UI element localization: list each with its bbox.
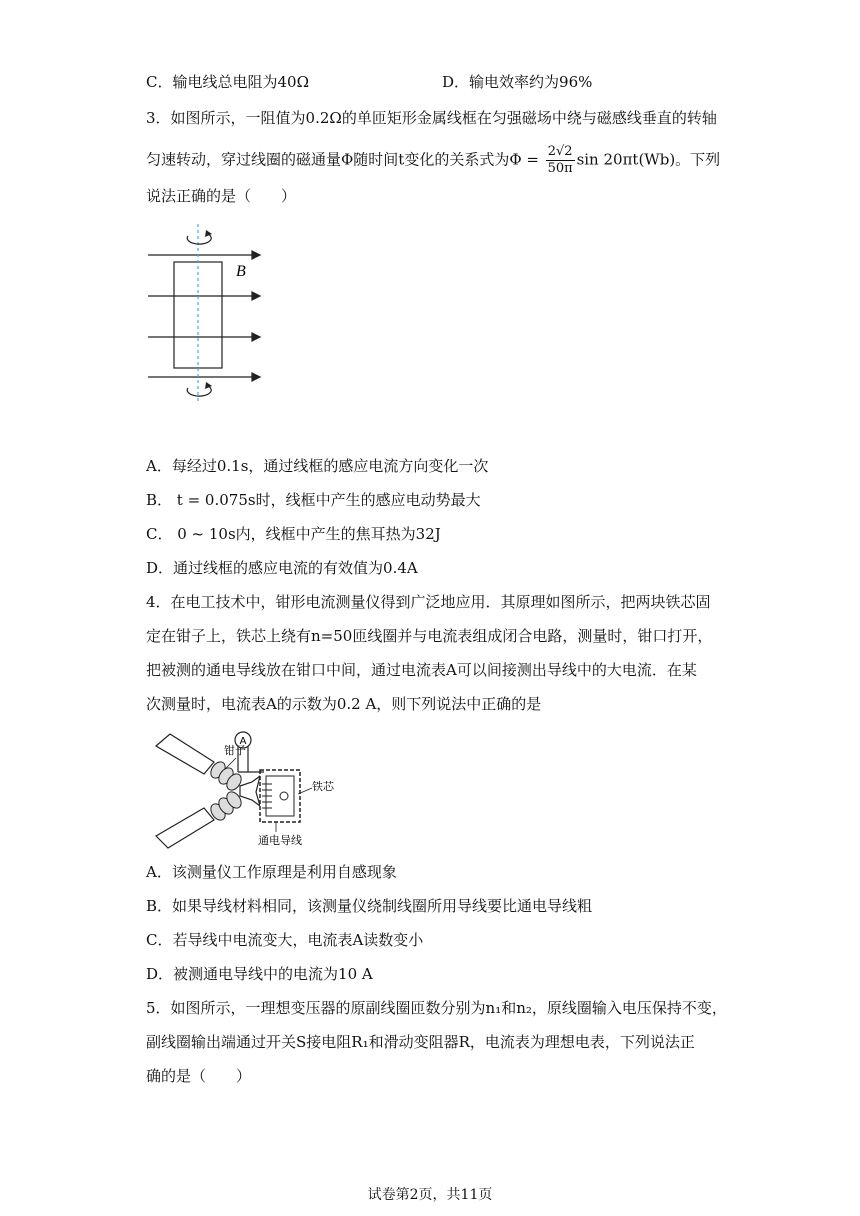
core-label: 铁芯 <box>312 780 334 793</box>
q5-line-2: 副线圈输出端通过开关S接电阻R₁和滑动变阻器R，电流表为理想电表，下列说法正 <box>146 1033 695 1051</box>
fraction-numerator: 2√2 <box>547 144 573 159</box>
q5-line-3: 确的是（ ） <box>146 1067 252 1085</box>
pliers-label: 钳子 <box>224 744 246 757</box>
q4-option-d: D．被测通电导线中的电流为10 A <box>146 965 373 983</box>
q3-option-c: C． 0 ~ 10s内，线框中产生的焦耳热为32J <box>146 525 441 543</box>
q4-option-a: A．该测量仪工作原理是利用自感现象 <box>146 863 397 881</box>
q5-line-1: 5．如图所示，一理想变压器的原副线圈匝数分别为n₁和n₂，原线圈输入电压保持不变， <box>146 999 727 1017</box>
q3-line-2-pre: 匀速转动，穿过线圈的磁通量Φ随时间t变化的关系式为Φ = <box>146 150 544 169</box>
q3-line-2-post: sin 20πt(Wb)。下列 <box>576 150 721 169</box>
option-d-prev: D．输电效率约为96% <box>442 73 593 91</box>
q4-line-2: 定在钳子上，铁芯上绕有n=50匝线圈并与电流表组成闭合电路，测量时，钳口打开， <box>146 627 713 645</box>
flux-fraction <box>546 144 575 177</box>
q3-line-3: 说法正确的是（ ） <box>146 187 297 205</box>
q3-line-2 <box>146 144 720 177</box>
q3-option-a: A．每经过0.1s，通过线框的感应电流方向变化一次 <box>146 457 489 475</box>
q4-line-3: 把被测的通电导线放在钳口中间，通过电流表A可以间接测出导线中的大电流．在某 <box>146 661 697 679</box>
q4-line-4: 次测量时，电流表A的示数为0.2 A，则下列说法中正确的是 <box>146 695 542 713</box>
q3-option-b: B． t = 0.075s时，线框中产生的感应电动势最大 <box>146 491 481 509</box>
rotating-coil-figure <box>140 222 270 406</box>
q4-option-c: C．若导线中电流变大，电流表A读数变小 <box>146 931 424 949</box>
field-label-b: B <box>236 263 246 280</box>
fraction-denominator: 50π <box>547 161 573 176</box>
option-c-prev: C．输电线总电阻为40Ω <box>146 73 310 91</box>
q4-option-b: B．如果导线材料相同，该测量仪绕制线圈所用导线要比通电导线粗 <box>146 897 593 915</box>
clamp-meter-figure <box>152 728 348 850</box>
q3-option-d: D．通过线框的感应电流的有效值为0.4A <box>146 559 418 577</box>
wire-label: 通电导线 <box>258 834 302 847</box>
page-footer: 试卷第2页，共11页 <box>367 1187 493 1203</box>
ammeter-label: A <box>239 736 247 747</box>
q3-line-1: 3．如图所示，一阻值为0.2Ω的单匝矩形金属线框在匀强磁场中绕与磁感线垂直的转轴 <box>146 109 717 127</box>
q4-line-1: 4．在电工技术中，钳形电流测量仪得到广泛地应用．其原理如图所示，把两块铁芯固 <box>146 593 711 611</box>
